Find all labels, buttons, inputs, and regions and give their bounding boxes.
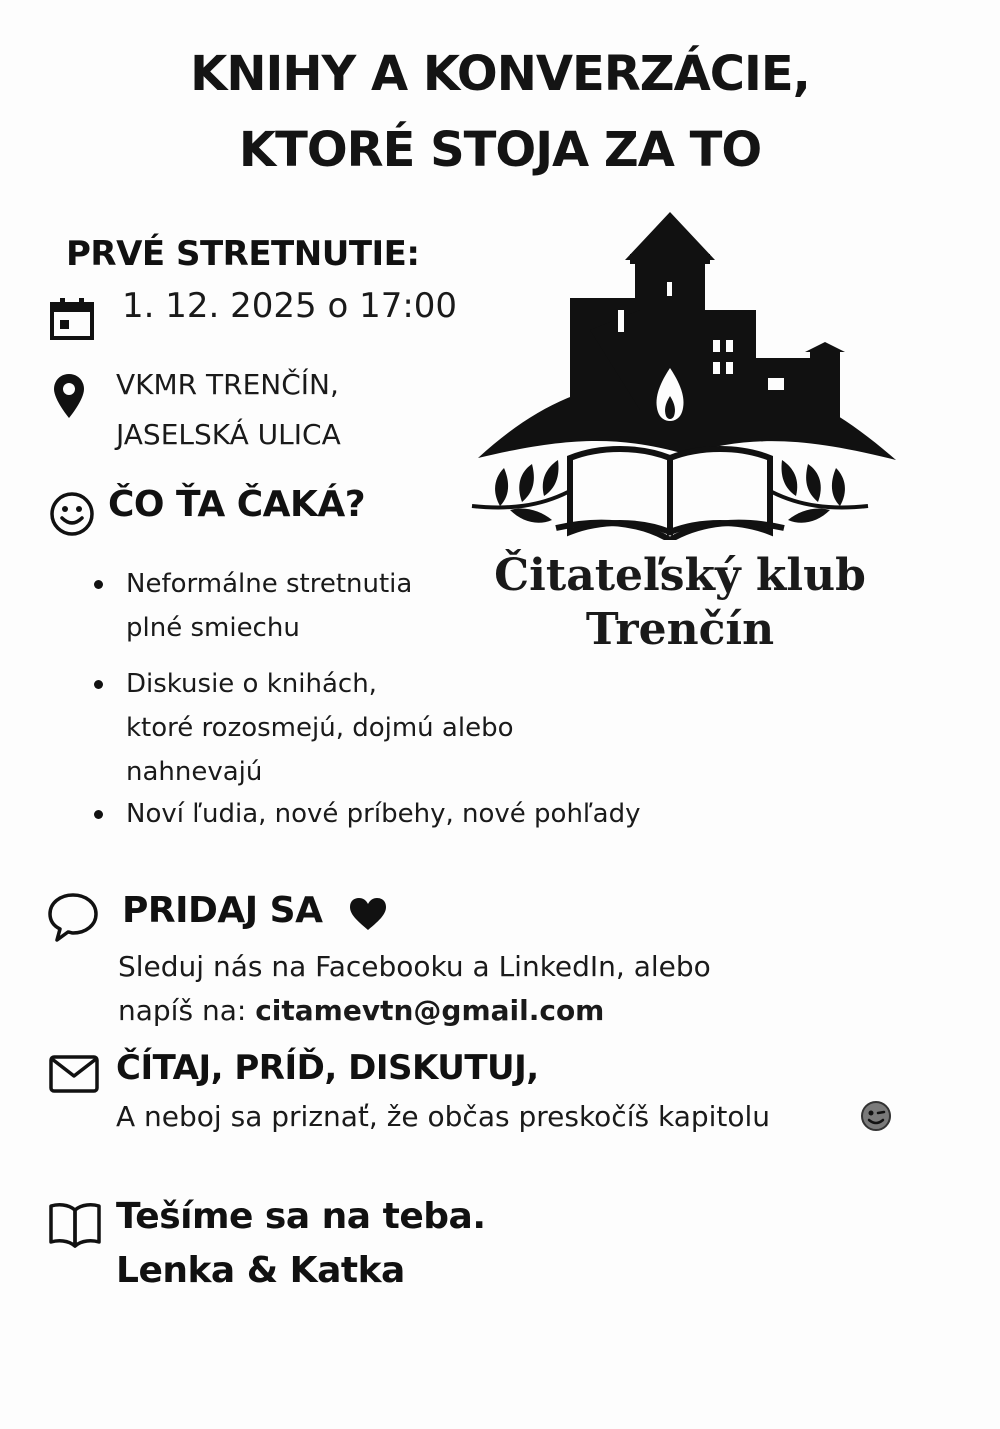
venue-line-1: VKMR TRENČÍN,: [116, 368, 339, 401]
speech-bubble-icon: [46, 890, 100, 944]
envelope-icon: [48, 1054, 100, 1094]
bullet-dot: [94, 810, 103, 819]
meeting-datetime: 1. 12. 2025 o 17:00: [122, 286, 458, 326]
calendar-icon: [48, 296, 96, 344]
club-name-line-1: Čitateľský klub: [494, 550, 866, 601]
closing-signature: Lenka & Katka: [116, 1250, 405, 1291]
first-meeting-heading: PRVÉ STRETNUTIE:: [66, 234, 420, 274]
castle-book-logo-icon: [470, 210, 900, 540]
location-pin-icon: [52, 372, 86, 420]
bullet-2-line-1: Diskusie o knihách,: [126, 669, 377, 699]
bullet-2-line-2: ktoré rozosmejú, dojmú alebo: [126, 713, 514, 743]
what-awaits-heading: ČO ŤA ČAKÁ?: [108, 484, 366, 525]
title-line-1: KNIHY A KONVERZÁCIE,: [190, 46, 810, 102]
join-line-1: Sleduj nás na Facebooku a LinkedIn, alebo: [118, 950, 711, 983]
smiley-icon: [48, 490, 96, 538]
winking-face-icon: [860, 1100, 892, 1132]
heart-icon: [348, 896, 388, 932]
read-come-discuss-heading: ČÍTAJ, PRÍĎ, DISKUTUJ,: [116, 1048, 539, 1088]
bullet-2-line-3: nahnevajú: [126, 757, 263, 787]
join-line-2: [118, 988, 604, 1033]
bullet-3-line-1: Noví ľudia, nové príbehy, nové pohľady: [126, 799, 641, 829]
read-line: A neboj sa priznať, že občas preskočíš kapitolu: [116, 1100, 771, 1133]
bullet-dot: [94, 580, 103, 589]
club-name-line-2: Trenčín: [585, 604, 775, 655]
title-line-2: KTORÉ STOJA ZA TO: [238, 122, 762, 178]
venue-line-2: JASELSKÁ ULICA: [116, 418, 341, 451]
closing-line-1: Tešíme sa na teba.: [116, 1196, 486, 1237]
bullet-1-line-2: plné smiechu: [126, 613, 300, 643]
join-write-to-label: napíš na:: [118, 994, 256, 1027]
join-heading: PRIDAJ SA: [122, 890, 323, 931]
bullet-dot: [94, 680, 103, 689]
open-book-icon: [48, 1200, 102, 1248]
contact-email-link[interactable]: citamevtn@gmail.com: [255, 994, 605, 1027]
bullet-1-line-1: Neformálne stretnutia: [126, 569, 413, 599]
